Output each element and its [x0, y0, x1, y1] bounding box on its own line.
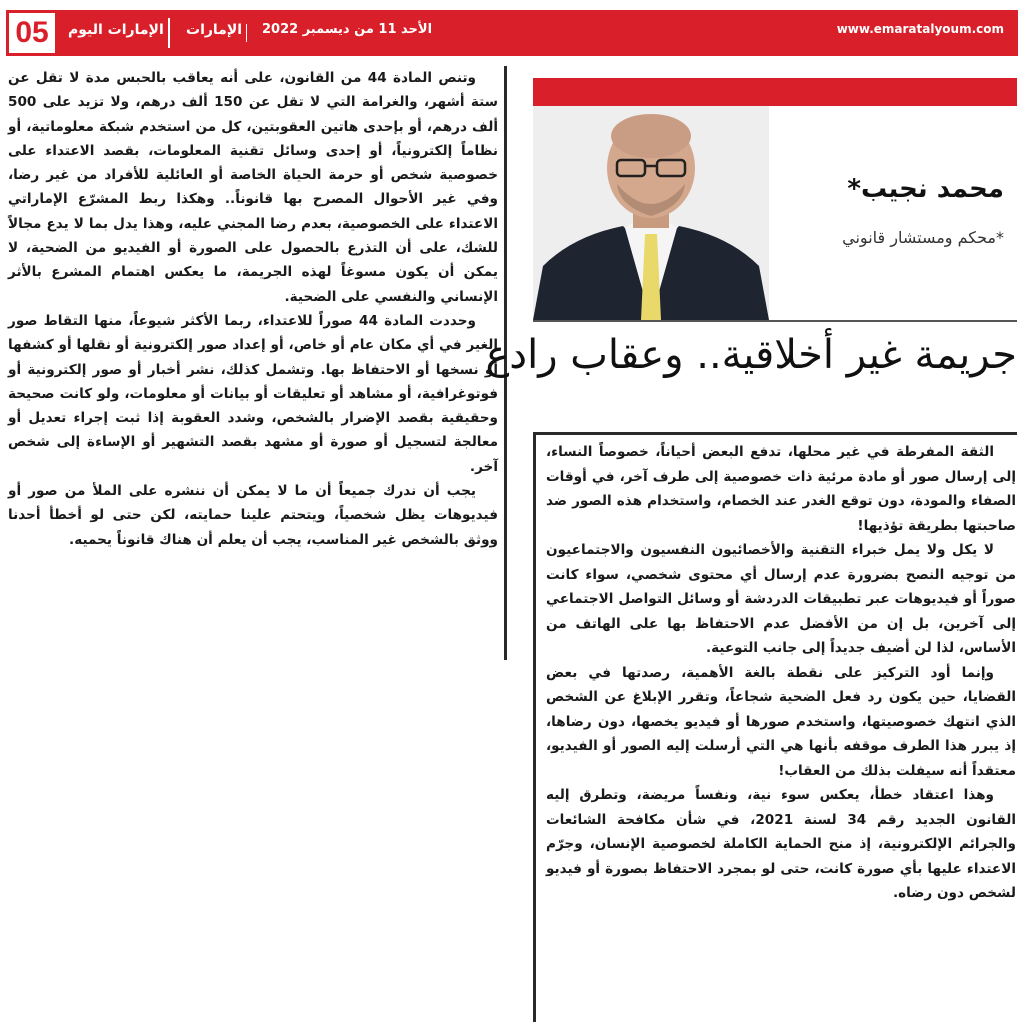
paragraph: وتنص المادة 44 من القانون، على أنه يعاقب بالحبس مدة لا تقل عن ستة أشهر، والغرامة التي لا تقل عن 150 ألف درهم، ولا تزيد على 500 ألف درهم، أو بإحدى هاتين العقوبتين، كل من استخدم شبكة معلوماتية، أو نظاماً إلكترونياً، أو إحدى وسائل تقنية المعلومات، بقصد الاعتداء على خصوصية شخص أو حرمة الحياة الخاصة أو العائلية للأفراد من غير رضا، وفي غير الأحوال المصرح بها قانوناً.. وهكذا ربط المشرّع الإماراتي الاعتداء على الخصوصية، بعدم رضا المجني عليه، وهذا يدل بما لا يدع مجالاً للشك، على أن التذرع بالحصول على الصورة أو الفيديو من الضحية، لا يمكن أن يكون مسوغاً لهذه الجريمة، ما يعكس اهتمام المشرع بالأثر الإنساني والنفسي على الضحية. — [8, 70, 499, 305]
paragraph: الثقة المفرطة في غير محلها، تدفع البعض أحياناً، خصوصاً النساء، إلى إرسال صور أو مادة مرئية ذات خصوصية إلى طرف آخر، في أوقات الصفاء والمودة، دون توقع الغدر عند الخصام، واستخدام هذه الصور ضد صاحبتها بطريقة تؤذيها! — [546, 444, 1016, 534]
paragraph: لا يكل ولا يمل خبراء التقنية والأخصائيون النفسيون والاجتماعيون من توجيه النصح بضرورة عدم إرسال أي محتوى شخصي، سواء كانت صوراً أو فيديوهات عبر تطبيقات الدردشة أو وسائل التواصل الاجتماعي إلى آخرين، بل إن من الأفضل عدم الاحتفاظ بها على الهاتف من الأساس، لذا لن أضيف جديداً إلى جانب التوعية. — [546, 542, 1016, 656]
author-role: *محكم ومستشار قانوني — [842, 228, 1004, 247]
paragraph: وهذا اعتقاد خطأ، يعكس سوء نية، ونفساً مريضة، وتطرق إليه القانون الجديد رقم 34 لسنة 2021، في شأن مكافحة الشائعات والجرائم الإلكترونية، إذ منح الحماية الكاملة لخصوصية الإنسان، وجرّم الاعتداء عليها بأي صورة كانت، حتى لو بمجرد الاحتفاظ بصورة أو فيديو لشخص دون رضاه. — [546, 787, 1016, 901]
page-header — [6, 10, 1018, 56]
left-column — [8, 66, 498, 552]
article-headline: جريمة غير أخلاقية.. وعقاب رادع — [485, 332, 1017, 378]
website-url: www.emaratalyoum.com — [836, 22, 1004, 36]
header-divider — [168, 18, 170, 48]
author-photo — [533, 106, 769, 320]
newspaper-name: الإمارات اليوم — [68, 22, 164, 38]
author-banner — [533, 78, 1017, 106]
paragraph: وحددت المادة 44 صوراً للاعتداء، ربما الأكثر شيوعاً، منها التقاط صور الغير في أي مكان عام أو خاص، أو إعداد صور إلكترونية أو نقلها أو كشفها أو نسخها أو الاحتفاظ بها. وتشمل كذلك، نشر أخبار أو صور إلكترونية أو فوتوغرافية، أو مشاهد أو تعليقات أو بيانات أو معلومات، ولو كانت صحيحة وحقيقية بقصد الإضرار بالشخص، وشدد العقوبة إذا ثبت إجراء تعديل أو معالجة لتسجيل أو صورة أو مشهد بقصد التشهير أو الإساءة إلى شخص آخر. — [8, 312, 498, 475]
paragraph: وإنما أود التركيز على نقطة بالغة الأهمية، رصدتها في بعض القضايا، حين يكون رد فعل الضحية شجاعاً، وتقرر الإبلاغ عن الشخص الذي انتهك خصوصيتها، واستخدم صورها أو فيديو يخصها، دون رضاها، إذ يبرر هذا الطرف موقفه بأنها هي التي أرسلت إليه الصور أو الفيديو، معتقداً أنه سيفلت بذلك من العقاب! — [546, 664, 1016, 779]
paragraph: يجب أن ندرك جميعاً أن ما لا يمكن أن ننشره على الملأ من صور أو فيديوهات يظل شخصياً، ويتحتم علينا حمايته، لكن حتى لو أخطأ أحدنا ووثق بالشخص غير المناسب، يجب أن يعلم أن هناك قانوناً يحميه. — [8, 483, 498, 548]
headline-rule — [533, 320, 1017, 322]
header-divider — [246, 24, 247, 42]
section-name: الإمارات — [186, 22, 243, 38]
right-column — [546, 440, 1016, 906]
page-number: 05 — [6, 10, 58, 56]
issue-date: الأحد 11 من ديسمبر 2022 — [262, 22, 433, 37]
author-name: محمد نجيب* — [847, 174, 1004, 204]
author-portrait-icon — [533, 106, 769, 320]
